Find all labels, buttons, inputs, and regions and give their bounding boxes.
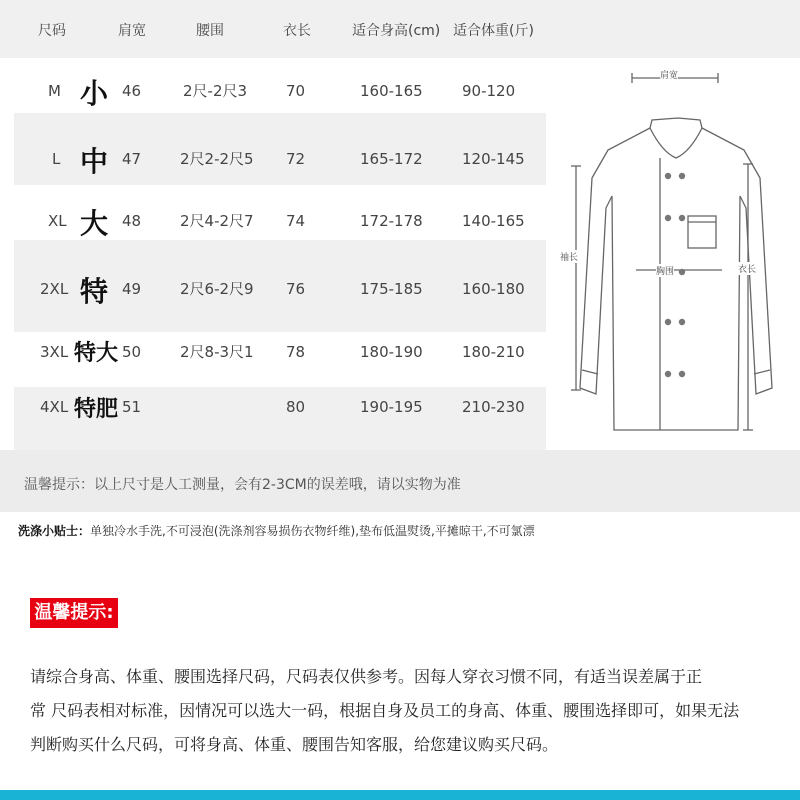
cell-size: 2XL [40, 280, 69, 298]
cell-shoulder: 48 [122, 212, 142, 230]
cell-shoulder: 51 [122, 398, 142, 416]
cell-waist: 2尺-2尺3 [183, 82, 248, 100]
cell-shoulder: 46 [122, 82, 142, 100]
tip-line: 常 尺码表相对标准，因情况可以选大一码，根据自身及员工的身高、体重、腰围选择即可，如果无法 [30, 701, 740, 720]
cell-waist: 2尺2-2尺5 [180, 150, 254, 168]
wash-tips [18, 522, 535, 539]
cell-length: 76 [286, 280, 306, 298]
cell-weight: 160-180 [462, 280, 525, 298]
cell-size-cn: 小 [80, 77, 109, 110]
cell-size-cn: 中 [80, 145, 109, 178]
cell-height: 180-190 [360, 343, 423, 361]
cell-weight: 210-230 [462, 398, 525, 416]
header-shoulder: 肩宽 [118, 23, 146, 39]
sleeve-label: 袖长 [560, 250, 578, 263]
tip-line: 判断购买什么尺码，可将身高、体重、腰围告知客服，给您建议购买尺码。 [30, 735, 559, 754]
waist-label: 胸围 [656, 264, 674, 277]
wash-tips-text: 单独冷水手洗,不可浸泡(洗涤剂容易损伤衣物纤维),垫布低温熨烫,平摊晾干,不可氯漂 [90, 524, 535, 538]
tip-line: 请综合身高、体重、腰围选择尺码，尺码表仅供参考。因每人穿衣习惯不同，有适当误差属于正 [30, 667, 703, 686]
bottom-accent-bar [0, 790, 800, 800]
cell-size-cn: 大 [80, 207, 109, 240]
jacket-diagram [546, 58, 800, 450]
cell-size: 4XL [40, 398, 69, 416]
header-height: 适合身高(cm) [352, 23, 441, 39]
cell-length: 80 [286, 398, 306, 416]
cell-shoulder: 49 [122, 280, 142, 298]
cell-height: 165-172 [360, 150, 423, 168]
tip-title: 温馨提示: [30, 598, 118, 628]
cell-waist: 2尺8-3尺1 [180, 343, 254, 361]
cell-length: 70 [286, 82, 306, 100]
cell-weight: 90-120 [462, 82, 516, 100]
cell-weight: 140-165 [462, 212, 525, 230]
cell-length: 72 [286, 150, 306, 168]
wash-tips-label: 洗涤小贴士： [18, 524, 91, 538]
cell-length: 78 [286, 343, 306, 361]
shoulder-label: 肩宽 [660, 68, 678, 81]
cell-size: M [48, 82, 61, 100]
cell-shoulder: 47 [122, 150, 142, 168]
cell-length: 74 [286, 212, 306, 230]
cell-weight: 180-210 [462, 343, 525, 361]
cell-size: L [52, 150, 61, 168]
cell-height: 190-195 [360, 398, 423, 416]
tip-paragraph [30, 660, 750, 762]
length-label: 衣长 [738, 262, 756, 275]
cell-height: 175-185 [360, 280, 423, 298]
header-size: 尺码 [38, 23, 66, 39]
cell-shoulder: 50 [122, 343, 142, 361]
cell-size-cn: 特 [80, 275, 109, 308]
chef-jacket-icon [546, 58, 800, 450]
measurement-note: 温馨提示：以上尺寸是人工测量，会有2-3CM的误差哦，请以实物为准 [24, 477, 461, 493]
cell-size-cn: 特肥 [74, 397, 119, 422]
table-header [0, 0, 800, 58]
cell-height: 172-178 [360, 212, 423, 230]
cell-waist: 2尺6-2尺9 [180, 280, 254, 298]
cell-height: 160-165 [360, 82, 423, 100]
header-waist: 腰围 [196, 23, 224, 39]
header-length: 衣长 [283, 23, 311, 39]
cell-weight: 120-145 [462, 150, 525, 168]
cell-size: 3XL [40, 343, 69, 361]
cell-waist: 2尺4-2尺7 [180, 212, 254, 230]
cell-size-cn: 特大 [74, 341, 119, 366]
cell-size: XL [48, 212, 67, 230]
header-weight: 适合体重(斤) [453, 23, 534, 39]
